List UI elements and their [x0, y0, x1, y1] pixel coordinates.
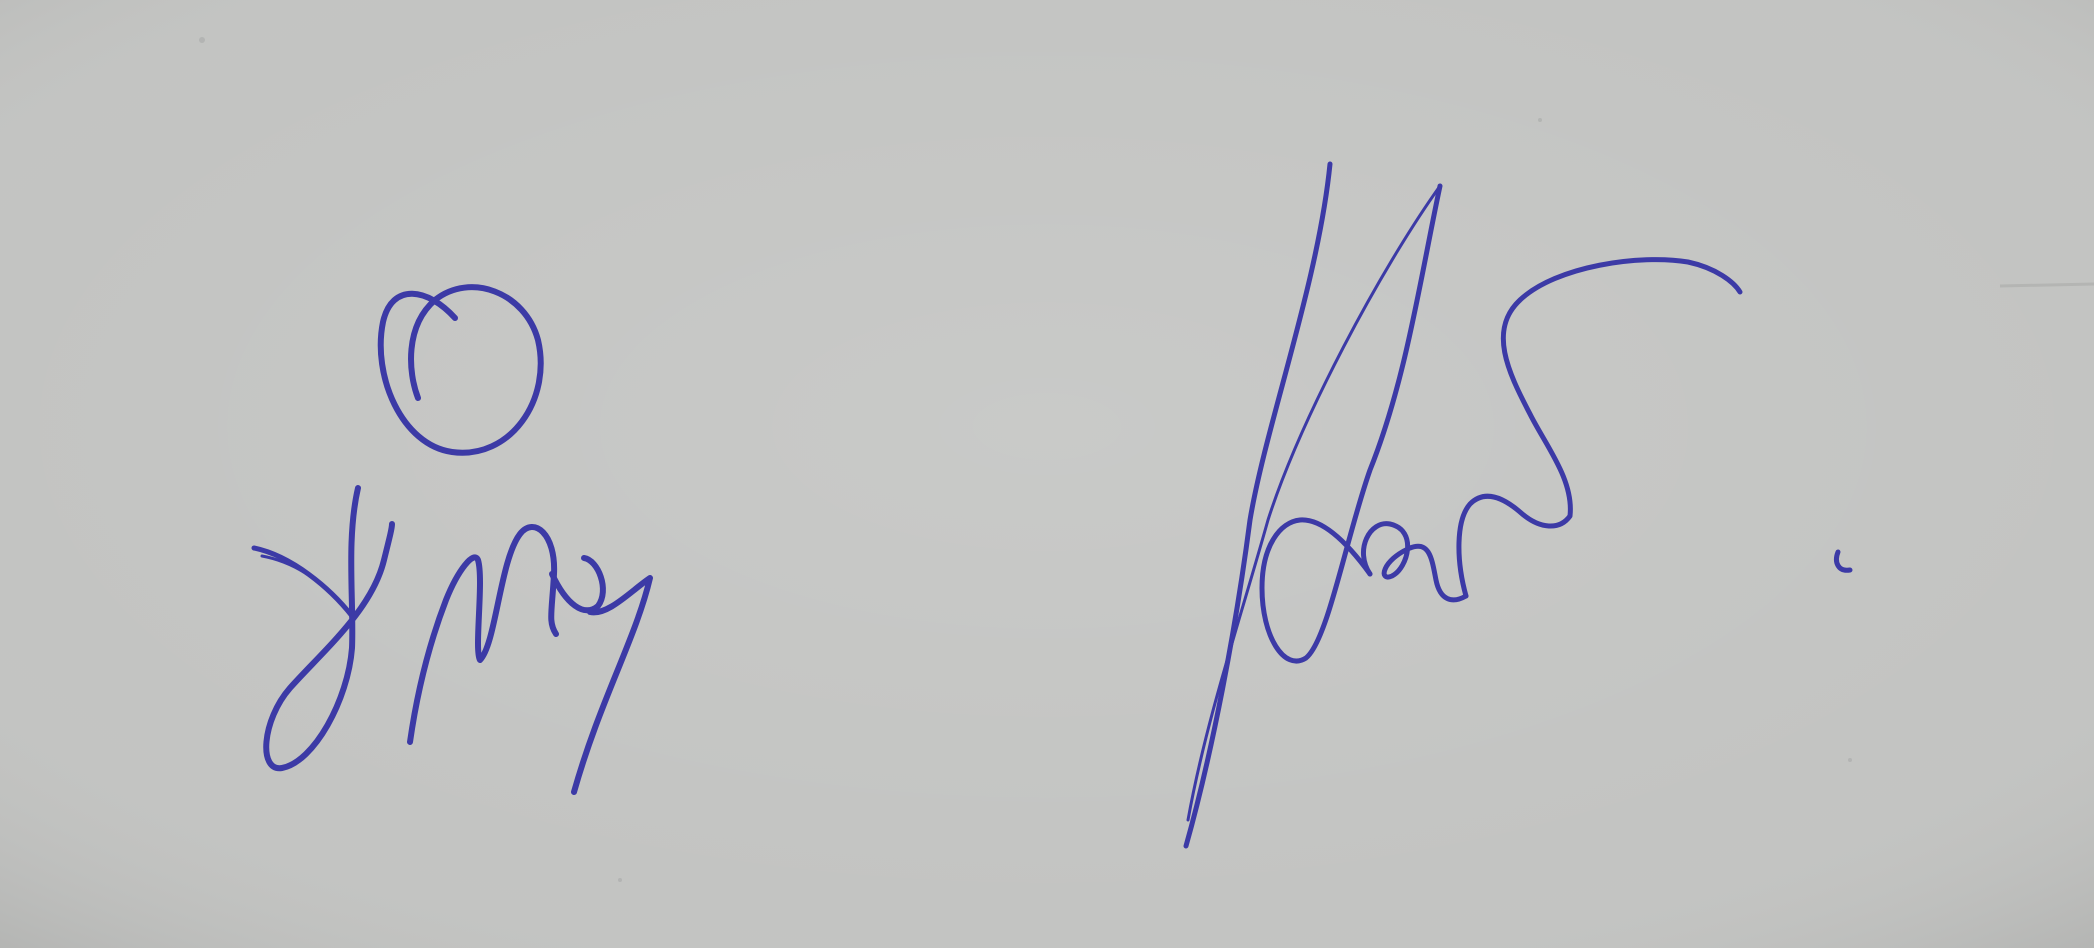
paper-fold-mark — [2000, 284, 2094, 286]
